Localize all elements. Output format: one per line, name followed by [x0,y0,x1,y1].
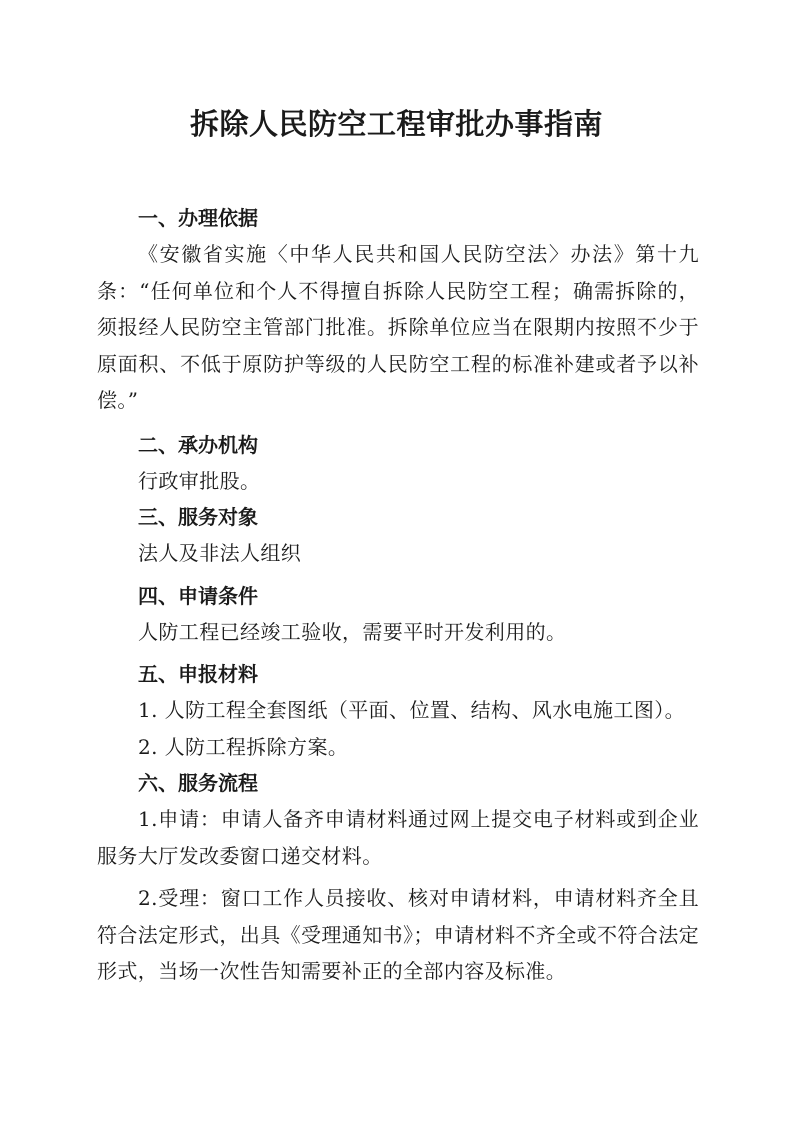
document-title: 拆除人民防空工程审批办事指南 [189,107,603,141]
section-conditions [97,578,699,651]
section-heading: 六、服务流程 [138,771,258,795]
section-service-target [97,499,699,572]
section-materials [97,656,699,765]
section-heading: 三、服务对象 [138,505,258,529]
section-paragraph: 《安徽省实施〈中华人民共和国人民防空法〉办法》第十九条：“任何单位和个人不得擅自拆除人民防空工程；确需拆除的，须报经人民防空主管部门批准。拆除单位应当在限期内按照不少于原面积、不低于原防护等级的人民防空工程的标准补建或者予以补偿。” [97,242,699,412]
section-process [97,765,699,990]
section-heading: 四、申请条件 [138,583,258,608]
section-heading: 二、承办机构 [138,432,258,457]
section-heading: 五、申报材料 [138,662,258,686]
section-paragraph: 法人及非法人组织 [138,541,302,565]
list-item: 1.申请：申请人备齐申请材料通过网上提交电子材料或到企业服务大厅发改委窗口递交材料。 [97,807,699,868]
document-body [97,200,699,990]
section-basis [97,200,699,419]
section-paragraph: 人防工程已经竣工验收，需要平时开发利用的。 [138,619,567,644]
list-item: 2. 人防工程拆除方案。 [138,734,349,759]
list-item: 1. 人防工程全套图纸（平面、位置、结构、风水电施工图）。 [138,698,686,722]
section-agency [97,427,699,500]
section-heading: 一、办理依据 [138,206,258,230]
section-paragraph: 行政审批股。 [138,468,261,493]
list-item: 2.受理：窗口工作人员接收、核对申请材料，申请材料齐全且符合法定形式，出具《受理通知书》；申请材料不齐全或不符合法定形式，当场一次性告知需要补正的全部内容及标准。 [97,886,699,983]
